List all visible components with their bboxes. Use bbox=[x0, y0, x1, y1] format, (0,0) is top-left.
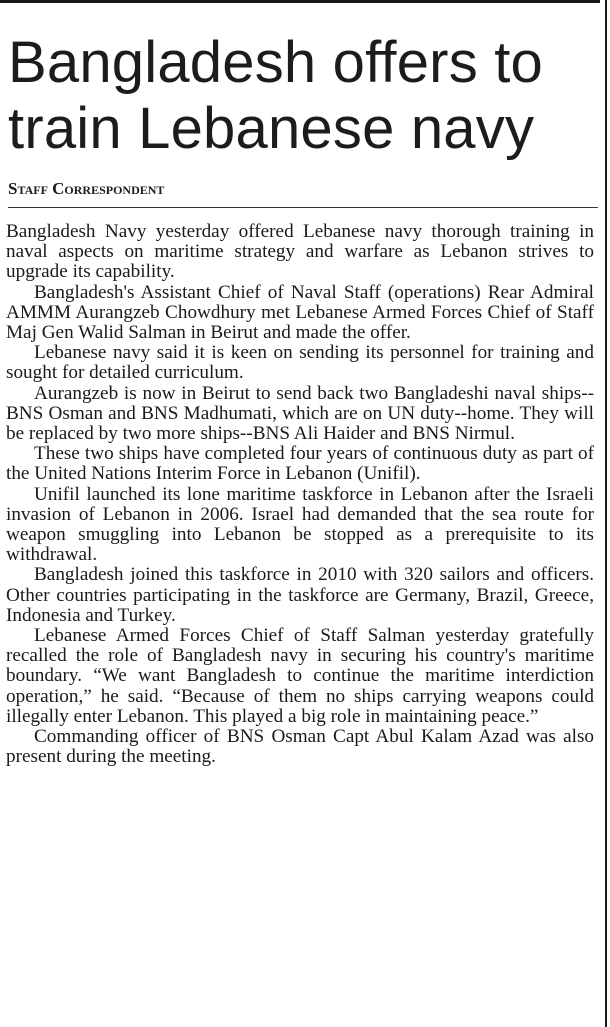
article-paragraph: Bangladesh Navy yesterday offered Lebanese navy thorough training in naval aspects on maritime strategy and warfare as Lebanon strives to upgrade its capability. bbox=[6, 221, 594, 283]
column-border-rule bbox=[605, 0, 607, 1027]
article-paragraph: These two ships have completed four years of continuous duty as part of the United Nations Interim Force in Lebanon (Unifil). bbox=[6, 443, 594, 485]
article-paragraph: Aurangzeb is now in Beirut to send back two Bangladeshi naval ships--BNS Osman and BNS Madhumati, which are on UN duty--home. They will be replaced by two more ships--BNS Ali Haider and BNS Nirmul. bbox=[6, 382, 594, 445]
article-paragraph: Commanding officer of BNS Osman Capt Abul Kalam Azad was also present during the meeting. bbox=[6, 726, 594, 768]
article-headline: Bangladesh offers to train Lebanese navy bbox=[8, 30, 543, 161]
article-paragraph: Bangladesh's Assistant Chief of Naval Staff (operations) Rear Admiral AMMM Aurangzeb Chowdhury met Lebanese Armed Forces Chief of Staff Maj Gen Walid Salman in Beirut and made the offer. bbox=[6, 281, 594, 344]
article-body bbox=[6, 222, 594, 767]
top-border-rule bbox=[0, 0, 600, 3]
byline-divider bbox=[8, 207, 598, 208]
article-paragraph: Unifil launched its lone maritime taskforce in Lebanon after the Israeli invasion of Lebanon in 2006. Israel had demanded that the sea route for weapon smuggling into Lebanon be stopped as a prerequisite to its withdrawal. bbox=[6, 483, 594, 566]
article-paragraph: Lebanese navy said it is keen on sending its personnel for training and sought for detailed curriculum. bbox=[6, 342, 594, 384]
article-paragraph: Bangladesh joined this taskforce in 2010 with 320 sailors and officers. Other countries participating in the taskforce are Germany, Brazil, Greece, Indonesia and Turkey. bbox=[6, 564, 594, 626]
article-paragraph: Lebanese Armed Forces Chief of Staff Salman yesterday gratefully recalled the role of Bangladesh navy in securing his country's maritime boundary. “We want Bangladesh to continue the maritime interdiction operation,” he said. “Because of them no ships carrying weapons could illegally enter Lebanon. This played a big role in maintaining peace.” bbox=[6, 625, 594, 727]
article-byline: Staff Correspondent bbox=[8, 179, 165, 198]
